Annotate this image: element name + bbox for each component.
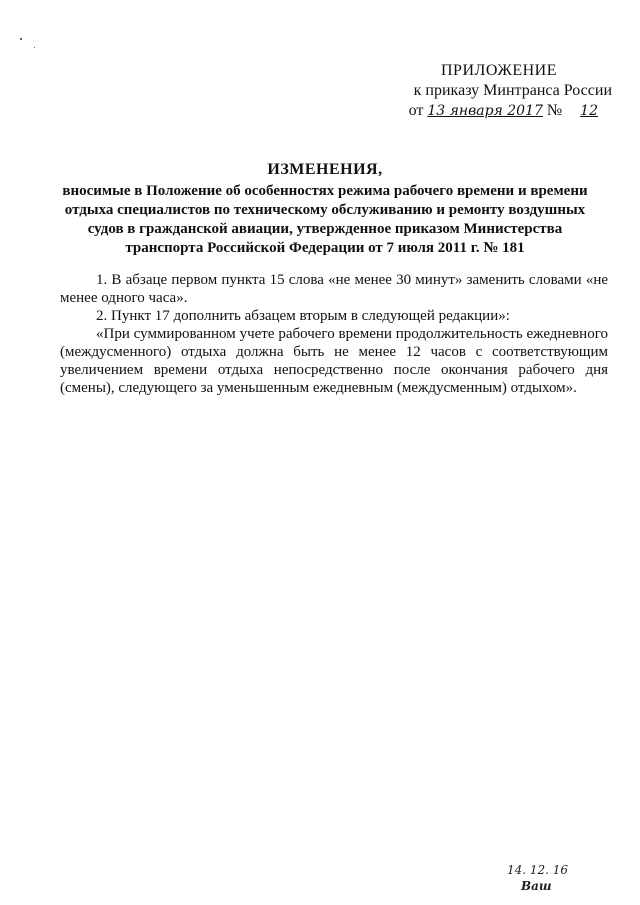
appendix-title: ПРИЛОЖЕНИЕ: [440, 62, 557, 79]
heading-title: ИЗМЕНЕНИЯ,: [267, 161, 383, 178]
document-body: [60, 271, 608, 397]
heading-subtitle: вносимые в Положение об особенностях режима рабочего времени и времени отдыха специалистов по техническому обслуживанию и ремонту воздушных судов в гражданской авиации, утвержденное приказом Министерства транспорта Российской Федерации от 7 июля 2011 г. № 181: [62, 183, 588, 256]
handwritten-date: 13 января 2017: [427, 103, 543, 119]
appendix-reference: к приказу Минтранса России: [413, 82, 612, 99]
paragraph-1: 1. В абзаце первом пункта 15 слова «не менее 30 минут» заменить словами «не менее одного часа».: [60, 272, 608, 306]
stamp-date: 14. 12. 16: [507, 863, 569, 877]
date-prefix: от: [408, 102, 424, 119]
document-heading: [60, 160, 590, 258]
appendix-block: [382, 61, 612, 121]
scan-speck: [20, 38, 22, 40]
paragraph-2: 2. Пункт 17 дополнить абзацем вторым в следующей редакции»:: [96, 308, 510, 324]
appendix-date-line: [382, 101, 612, 121]
scan-speck: [34, 47, 35, 48]
number-prefix: №: [546, 102, 563, 119]
handwritten-number: 12: [580, 103, 598, 119]
handwritten-stamp: [507, 862, 587, 894]
paragraph-3: «При суммированном учете рабочего времени продолжительность ежедневного (междусменного) отдыха должна быть не менее 12 часов с соответствующим увеличением времени отдыха непосредственно после окончания рабочего дня (смены), следующего за уменьшенным ежедневным (междусменным) отдыхом».: [60, 326, 608, 396]
stamp-initials: Ваш: [521, 879, 552, 893]
